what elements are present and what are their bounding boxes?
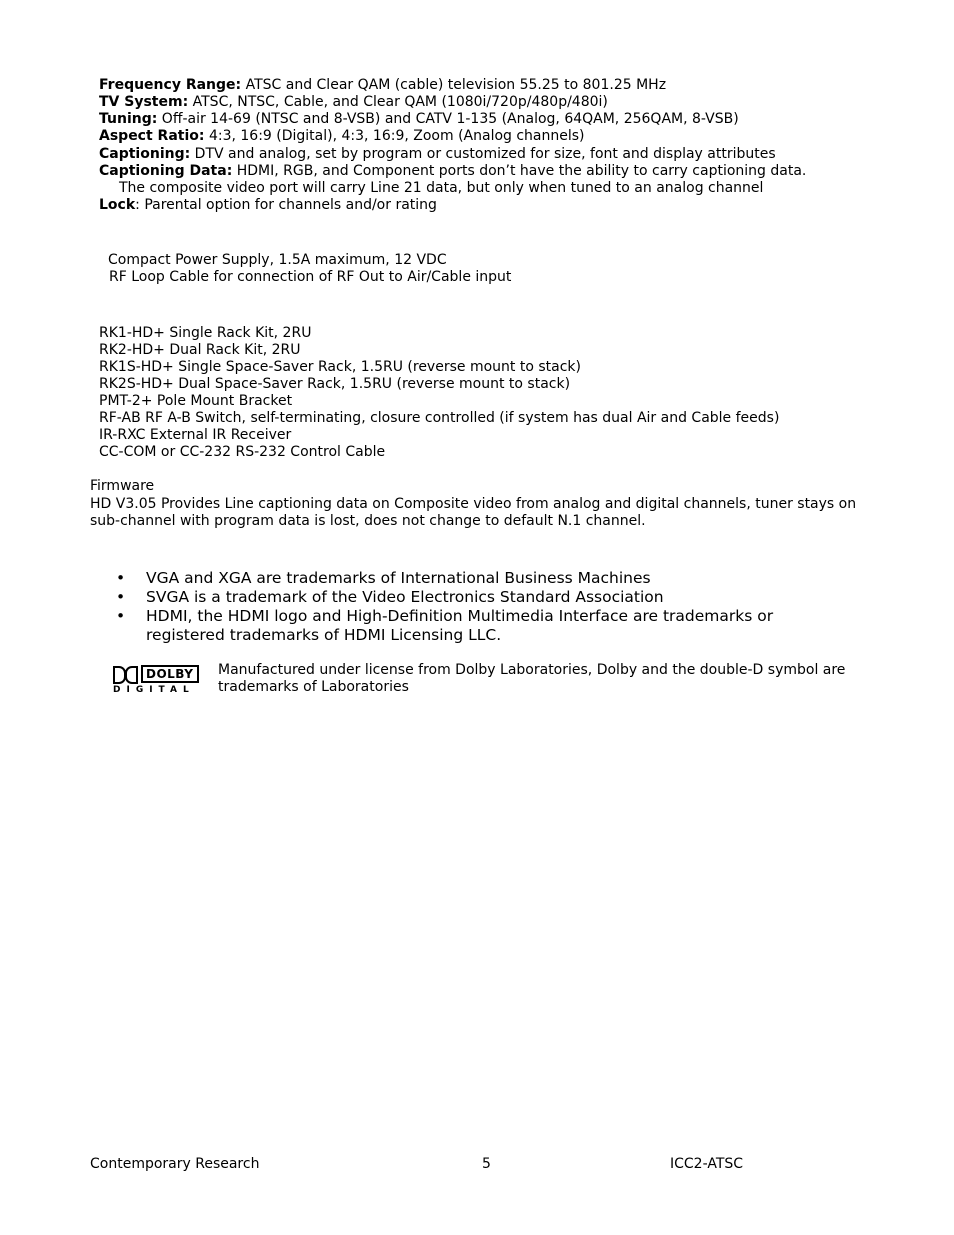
trademark-item: • HDMI, the HDMI logo and High-Definition Multimedia Interface are trademarks or registered trademarks of HDMI Licensing LLC. (114, 607, 846, 645)
spec-label: Captioning Data: (99, 163, 233, 179)
dolby-digital-logo (113, 665, 197, 695)
accessory-item: CC-COM or CC-232 RS-232 Control Cable (99, 444, 386, 460)
spec-value: 4:3, 16:9 (Digital), 4:3, 16:9, Zoom (Analog channels) (204, 128, 585, 144)
spec-frequency-range (99, 77, 666, 94)
accessory-item: PMT-2+ Pole Mount Bracket (99, 393, 293, 409)
spec-value: Off-air 14-69 (NTSC and 8-VSB) and CATV 1-135 (Analog, 64QAM, 256QAM, 8-VSB) (157, 111, 739, 127)
spec-value: : Parental option for channels and/or rating (135, 197, 437, 213)
trademark-item: • VGA and XGA are trademarks of International Business Machines (114, 569, 846, 588)
accessory-item: IR-RXC External IR Receiver (99, 427, 292, 443)
firmware-heading: Firmware (90, 478, 155, 494)
firmware-text: sub-channel with program data is lost, does not change to default N.1 channel. (90, 513, 646, 529)
trademark-list (114, 569, 846, 645)
spec-captioning (99, 146, 776, 163)
spec-label: TV System: (99, 94, 189, 110)
spec-tuning (99, 111, 739, 128)
double-d-icon (113, 666, 138, 682)
spec-aspect-ratio (99, 128, 585, 145)
spec-value: DTV and analog, set by program or customized for size, font and display attributes (190, 146, 776, 162)
accessory-item: RK2S-HD+ Dual Space-Saver Rack, 1.5RU (reverse mount to stack) (99, 376, 571, 392)
accessory-item: RF-AB RF A-B Switch, self-terminating, closure controlled (if system has dual Air and Cable feeds) (99, 410, 780, 426)
accessory-item: RK1S-HD+ Single Space-Saver Rack, 1.5RU (reverse mount to stack) (99, 359, 581, 375)
spec-label: Tuning: (99, 111, 158, 127)
footer-model: ICC2-ATSC (670, 1156, 744, 1172)
spec-lock (99, 197, 437, 214)
footer-page-number: 5 (482, 1156, 491, 1172)
spec-label: Lock (99, 197, 136, 213)
spec-label: Frequency Range: (99, 77, 242, 93)
accessory-item: RK2-HD+ Dual Rack Kit, 2RU (99, 342, 301, 358)
captioning-note: The composite video port will carry Line 21 data, but only when tuned to an analog channel (119, 180, 764, 196)
included-item: RF Loop Cable for connection of RF Out to Air/Cable input (109, 269, 512, 285)
dolby-notice: Manufactured under license from Dolby Laboratories, Dolby and the double-D symbol are (218, 662, 846, 678)
spec-value: ATSC, NTSC, Cable, and Clear QAM (1080i/720p/480p/480i) (188, 94, 608, 110)
spec-value: ATSC and Clear QAM (cable) television 55.25 to 801.25 MHz (241, 77, 667, 93)
footer-company: Contemporary Research (90, 1156, 260, 1172)
dolby-notice: trademarks of Laboratories (218, 679, 409, 695)
spec-captioning-data (99, 163, 806, 180)
included-item: Compact Power Supply, 1.5A maximum, 12 VDC (108, 252, 447, 268)
firmware-text: HD V3.05 Provides Line captioning data on Composite video from analog and digital channels, tuner stays on (90, 496, 857, 512)
trademark-item: • SVGA is a trademark of the Video Electronics Standard Association (114, 588, 846, 607)
spec-tv-system (99, 94, 608, 111)
dolby-logo-text: DOLBY (141, 665, 199, 683)
spec-value: HDMI, RGB, and Component ports don’t have the ability to carry captioning data. (232, 163, 807, 179)
spec-label: Captioning: (99, 146, 191, 162)
dolby-logo-digital: DIGITAL (113, 685, 195, 695)
accessory-item: RK1-HD+ Single Rack Kit, 2RU (99, 325, 312, 341)
spec-label: Aspect Ratio: (99, 128, 205, 144)
